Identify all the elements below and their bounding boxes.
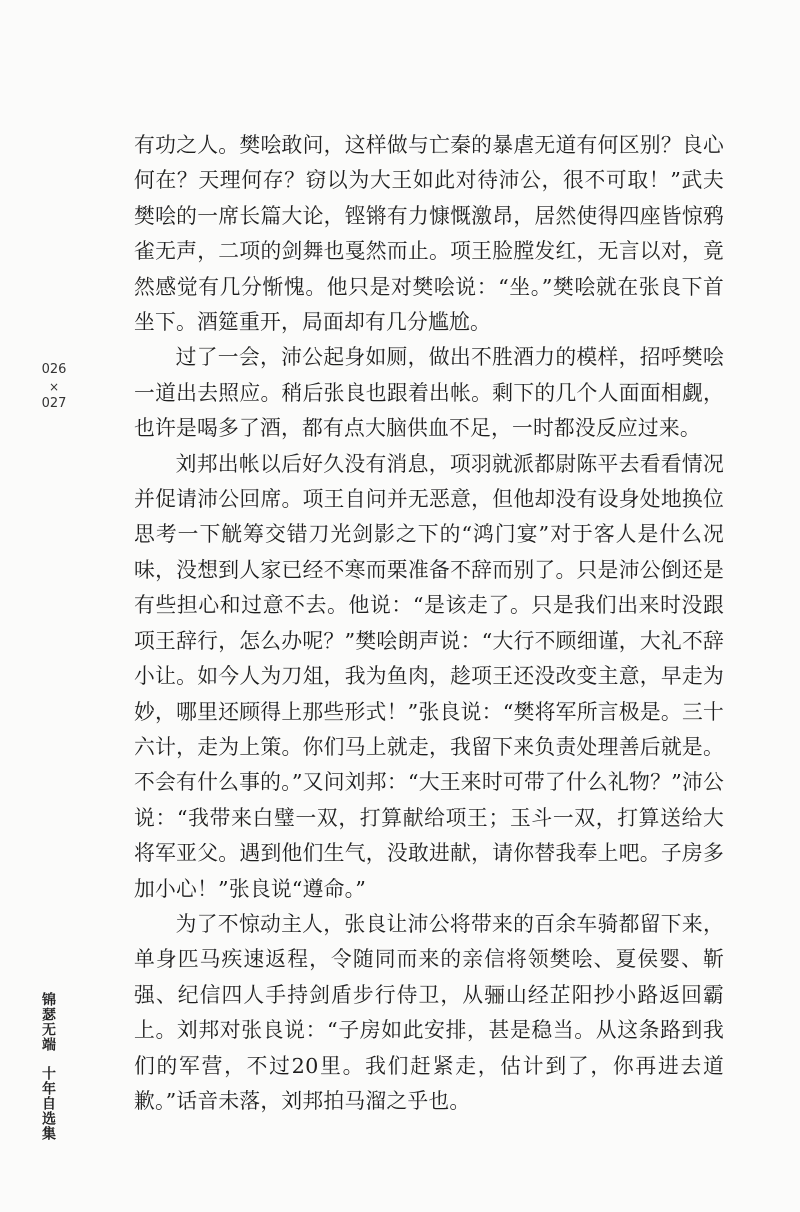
page-number-separator: × bbox=[48, 380, 60, 394]
running-footer bbox=[38, 992, 58, 1141]
book-title: 锦瑟无端 bbox=[40, 992, 56, 1052]
paragraph-3: 刘邦出帐以后好久没有消息，项羽就派都尉陈平去看看情况并促请沛公回席。项王自问并无恶意，但他却没有设身处地换位思考一下觥筹交错刀光剑影之下的“鸿门宴”对于客人是什么况味，没想到人家已经不寒而栗准备不辞而别了。只是沛公倒还是有些担心和过意不去。他说：“是该走了。只是我们出来时没跟项王辞行，怎么办呢？”樊哙朗声说：“大行不顾细谨，大礼不辞小让。如今人为刀俎，我为鱼肉，趁项王还没改变主意，早走为妙，哪里还顾得上那些形式！”张良说：“樊将军所言极是。三十六计，走为上策。你们马上就走，我留下来负责处理善后就是。不会有什么事的。”又问刘邦：“大王来时可带了什么礼物？”沛公说：“我带来白璧一双，打算献给项王；玉斗一双，打算送给大将军亚父。遇到他们生气，没敢进献，请你替我奉上吧。子房多加小心！”张良说“遵命。” bbox=[134, 451, 724, 901]
page-number-right: 027 bbox=[41, 396, 67, 411]
paragraph-2: 过了一会，沛公起身如厕，做出不胜酒力的模样，招呼樊哙一道出去照应。稍后张良也跟着出帐。剩下的几个人面面相觑，也许是喝多了酒，都有点大脑供血不足，一时都没反应过来。 bbox=[134, 345, 724, 441]
page-number bbox=[36, 360, 72, 414]
book-subtitle: 十年自选集 bbox=[40, 1066, 56, 1141]
page-number-left: 026 bbox=[41, 362, 67, 377]
paragraph-1: 有功之人。樊哙敢问，这样做与亡秦的暴虐无道有何区别？良心何在？天理何存？窃以为大王如此对待沛公，很不可取！”武夫樊哙的一席长篇大论，铿锵有力慷慨激昂，居然使得四座皆惊鸦雀无声，二项的剑舞也戛然而止。项王脸膛发红，无言以对，竟然感觉有几分惭愧。他只是对樊哙说：“坐。”樊哙就在张良下首坐下。酒筵重开，局面却有几分尴尬。 bbox=[134, 133, 724, 335]
body-text bbox=[134, 128, 724, 1119]
paragraph-4: 为了不惊动主人，张良让沛公将带来的百余车骑都留下来，单身匹马疾速返程，令随同而来的亲信将领樊哙、夏侯婴、靳强、纪信四人手持剑盾步行侍卫，从骊山经芷阳抄小路返回霸上。刘邦对张良说：“子房如此安排，甚是稳当。从这条路到我们的军营，不过20里。我们赶紧走，估计到了，你再进去道歉。”话音未落，刘邦拍马溜之乎也。 bbox=[134, 911, 724, 1113]
